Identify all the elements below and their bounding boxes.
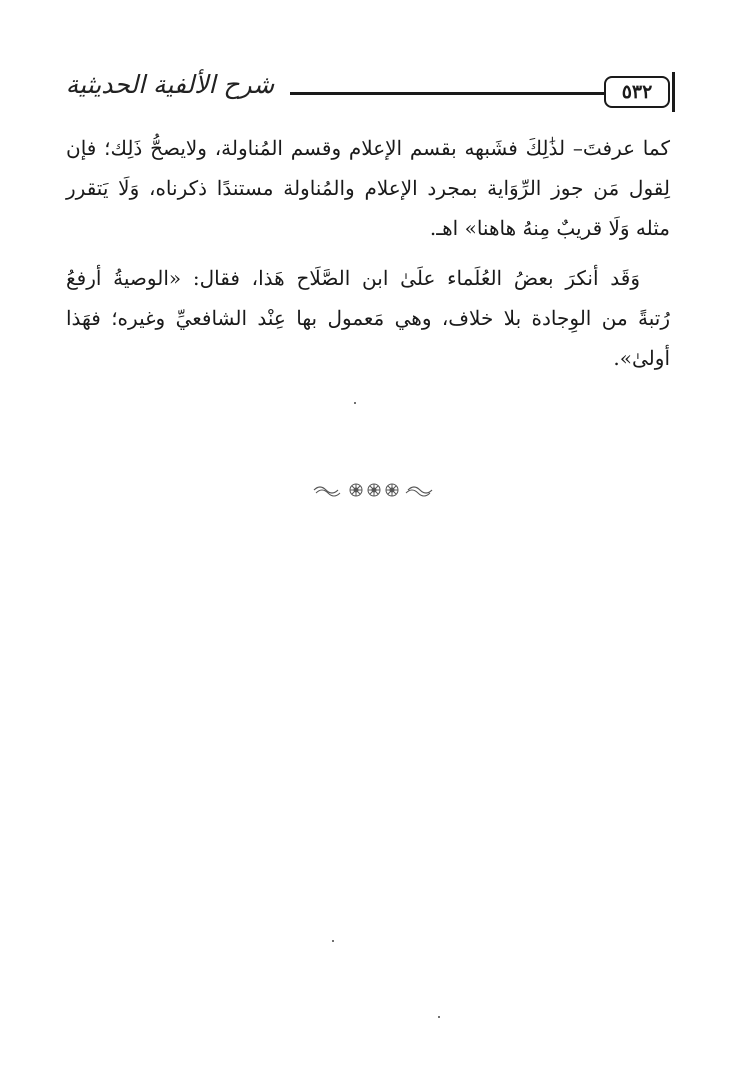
text-line: وَقَد أنكرَ بعضُ العُلَماء علَىٰ ابن الصَّلَاح هَذا، فقال: «الوصيةُ أرفعُ xyxy=(66,266,640,290)
text-line: لِقول مَن جوز الرِّوَاية بمجرد الإعلام والمُناولة مستندًا ذكرناه، وَلَا يَتقرر xyxy=(66,176,670,200)
paragraph-2 xyxy=(66,258,670,378)
header-rule xyxy=(290,92,604,95)
text-line: أولىٰ». xyxy=(613,346,670,370)
section-end-ornament xyxy=(312,480,436,500)
page-number-box xyxy=(604,76,670,108)
flower-icon xyxy=(350,484,362,496)
text-line: كما عرفتَ– لذَٰلِكَ فشَبهه بقسم الإعلام وقسم المُناولة، ولايصحُّ ذَلِك؛ فإن xyxy=(66,136,670,160)
running-title: شرح الألفية الحديثية xyxy=(65,70,275,99)
speck xyxy=(438,1016,440,1018)
text-line: رُتبةً من الوِجادة بلا خلاف، وهي مَعمول بها عِنْد الشافعيِّ وغيره؛ فهَذا xyxy=(66,306,670,330)
flower-icon xyxy=(368,484,380,496)
speck xyxy=(354,402,356,404)
page-header xyxy=(58,68,670,118)
speck xyxy=(332,940,334,942)
body-text xyxy=(66,128,670,378)
text-line: مثله وَلَا قريبٌ مِنهُ هاهنا» اهـ. xyxy=(429,216,670,240)
page-number: ٥٣٢ xyxy=(621,81,653,103)
paragraph-1 xyxy=(66,128,670,248)
flower-icon xyxy=(386,484,398,496)
